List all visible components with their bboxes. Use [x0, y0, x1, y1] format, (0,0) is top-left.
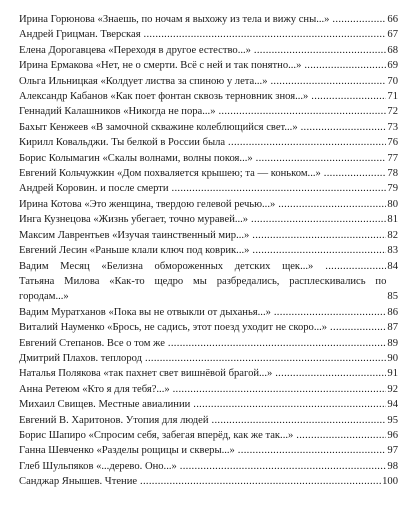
- toc-entry: [19, 428, 398, 443]
- toc-entry-title: Ганна Шевченко «Разделы рощицы и скверы...» .....: [19, 443, 386, 458]
- toc-entry-page-number: 79: [387, 183, 398, 195]
- toc-entry-page-number: 87: [387, 322, 398, 334]
- toc-entry-title: Евгений Кольчужкин «Дом похваляется крышею; та — коньком...» .....: [19, 166, 386, 181]
- toc-entry-page-number: 89: [387, 337, 398, 349]
- toc-entry-page-number: 85: [387, 291, 398, 303]
- toc-entry-page-number: 70: [387, 75, 398, 87]
- toc-entry-title: Андрей Коровин. и после смерти .....: [19, 181, 386, 196]
- toc-entry: [19, 58, 398, 73]
- toc-entry: [19, 443, 398, 458]
- toc-entry-title: Андрей Грицман. Тверская .....: [19, 27, 386, 42]
- toc-entry: [19, 474, 398, 489]
- toc-entry-title: Максим Лаврентьев «Изучая таинственный мир...» .....: [19, 228, 386, 243]
- toc-entry: [19, 351, 398, 366]
- toc-entry: [19, 43, 398, 58]
- toc-entry: [19, 74, 398, 89]
- toc-entry-title: Вадим Месяц «Белизна обмороженных детских щек...» .....: [19, 259, 386, 274]
- toc-entry: [19, 12, 398, 27]
- toc-entry-title: Виталий Науменко «Брось, не садись, этот поезд уходит не скоро...» .....: [19, 320, 386, 335]
- toc-entry: [19, 228, 398, 243]
- toc-entry-page-number: 96: [387, 429, 398, 441]
- toc-entry: [19, 320, 398, 335]
- toc-entry-page-number: 71: [387, 91, 398, 103]
- toc-entry-title: Евгений Степанов. Все о том же .....: [19, 336, 386, 351]
- toc-entry-page-number: 91: [387, 368, 398, 380]
- toc-entry-page-number: 72: [387, 106, 398, 118]
- toc-entry: [19, 336, 398, 351]
- toc-entry-page-number: 90: [387, 352, 398, 364]
- toc-entry: [19, 181, 398, 196]
- toc-entry-title: Глеб Шульпяков «...дерево. Оно...» .....: [19, 459, 386, 474]
- toc-entry: [19, 274, 398, 305]
- toc-entry: [19, 151, 398, 166]
- toc-entry-page-number: 95: [387, 414, 398, 426]
- toc-entry-title: Санджар Янышев. Чтение .....: [19, 474, 381, 489]
- toc-entry-title: Анна Ретеюм «Кто я для тебя?...» .....: [19, 382, 386, 397]
- toc-entry: [19, 135, 398, 150]
- toc-entry: [19, 397, 398, 412]
- toc-entry-title: Ирина Ермакова «Нет, не о смерти. Всё с ней и так понятно...» .....: [19, 58, 386, 73]
- toc-entry-page-number: 76: [387, 137, 398, 149]
- toc-entry-page-number: 97: [387, 445, 398, 457]
- toc-entry-page-number: 68: [387, 44, 398, 56]
- toc-entry-title: Дмитрий Плахов. теплород .....: [19, 351, 386, 366]
- toc-entry: [19, 27, 398, 42]
- toc-entry: [19, 243, 398, 258]
- toc-entry: [19, 382, 398, 397]
- toc-entry: [19, 197, 398, 212]
- toc-entry: [19, 104, 398, 119]
- toc-entry-title: Евгений В. Харитонов. Утопия для людей .....: [19, 413, 386, 428]
- toc-entry: [19, 120, 398, 135]
- toc-entry-page-number: 77: [387, 152, 398, 164]
- toc-entry-page-number: 82: [387, 229, 398, 241]
- toc-entry-title: Ирина Котова «Это женщина, твердою гелевой речью...» .....: [19, 197, 386, 212]
- toc-entry-page-number: 84: [387, 260, 398, 272]
- toc-entry-title: Борис Шапиро «Спросим себя, забегая вперёд, как же так...» .....: [19, 428, 386, 443]
- toc-entry-title: Александр Кабанов «Как поет фонтан сквозь терновник зноя...» .....: [19, 89, 386, 104]
- toc-entry: [19, 459, 398, 474]
- toc-entry-page-number: 100: [382, 476, 398, 488]
- toc-list: [19, 12, 398, 490]
- toc-entry-page-number: 73: [387, 121, 398, 133]
- toc-entry-title: Кирилл Ковальджи. Ты белкой в России была .....: [19, 135, 386, 150]
- toc-entry: [19, 259, 398, 274]
- toc-entry-page-number: 83: [387, 245, 398, 257]
- toc-entry: [19, 212, 398, 227]
- toc-entry-title: Борис Колымагин «Скалы волнами, волны покоя...» .....: [19, 151, 386, 166]
- toc-entry-page-number: 86: [387, 306, 398, 318]
- toc-entry-title: Михаил Свищев. Местные авиалинии .....: [19, 397, 386, 412]
- toc-entry-page-number: 98: [387, 460, 398, 472]
- toc-entry-page-number: 81: [387, 214, 398, 226]
- toc-entry-page-number: 66: [387, 14, 398, 25]
- toc-entry-title: Ирина Горюнова «Знаешь, по ночам я выхожу из тела и вижу сны...» .....: [19, 12, 386, 27]
- toc-entry-page-number: 80: [387, 198, 398, 210]
- toc-entry: [19, 366, 398, 381]
- toc-entry-title: Геннадий Калашников «Никогда не пора...» .....: [19, 104, 386, 119]
- toc-entry: [19, 305, 398, 320]
- toc-entry-title: Евгений Лесин «Раньше клали ключ под коврик...» .....: [19, 243, 386, 258]
- toc-entry: [19, 413, 398, 428]
- toc-entry-title: Ольга Ильницкая «Колдует листва за спиною у лета...» .....: [19, 74, 386, 89]
- toc-entry-title: Елена Дорогавцева «Переходя в другое естество...» .....: [19, 43, 386, 58]
- toc-entry-page-number: 67: [387, 29, 398, 41]
- toc-entry-page-number: 94: [387, 399, 398, 411]
- toc-entry-title: Наталья Полякова «так пахнет свет вишнёвой брагой...» .....: [19, 366, 386, 381]
- toc-entry-title: Бахыт Кенжеев «В замочной скважине колеблющийся свет...» .....: [19, 120, 386, 135]
- toc-entry-page-number: 69: [387, 60, 398, 72]
- toc-entry-title: Татьяна Милова «Как-то щедро мы разбредались, расплескивались по городам...»: [19, 275, 387, 303]
- toc-entry-page-number: 78: [387, 168, 398, 180]
- toc-entry-title: Вадим Муратханов «Пока вы не отвыкли от дыханья...» .....: [19, 305, 386, 320]
- toc-entry: [19, 166, 398, 181]
- toc-entry: [19, 89, 398, 104]
- toc-entry-page-number: 92: [387, 383, 398, 395]
- toc-entry-title: Инга Кузнецова «Жизнь убегает, точно муравей...» .....: [19, 212, 386, 227]
